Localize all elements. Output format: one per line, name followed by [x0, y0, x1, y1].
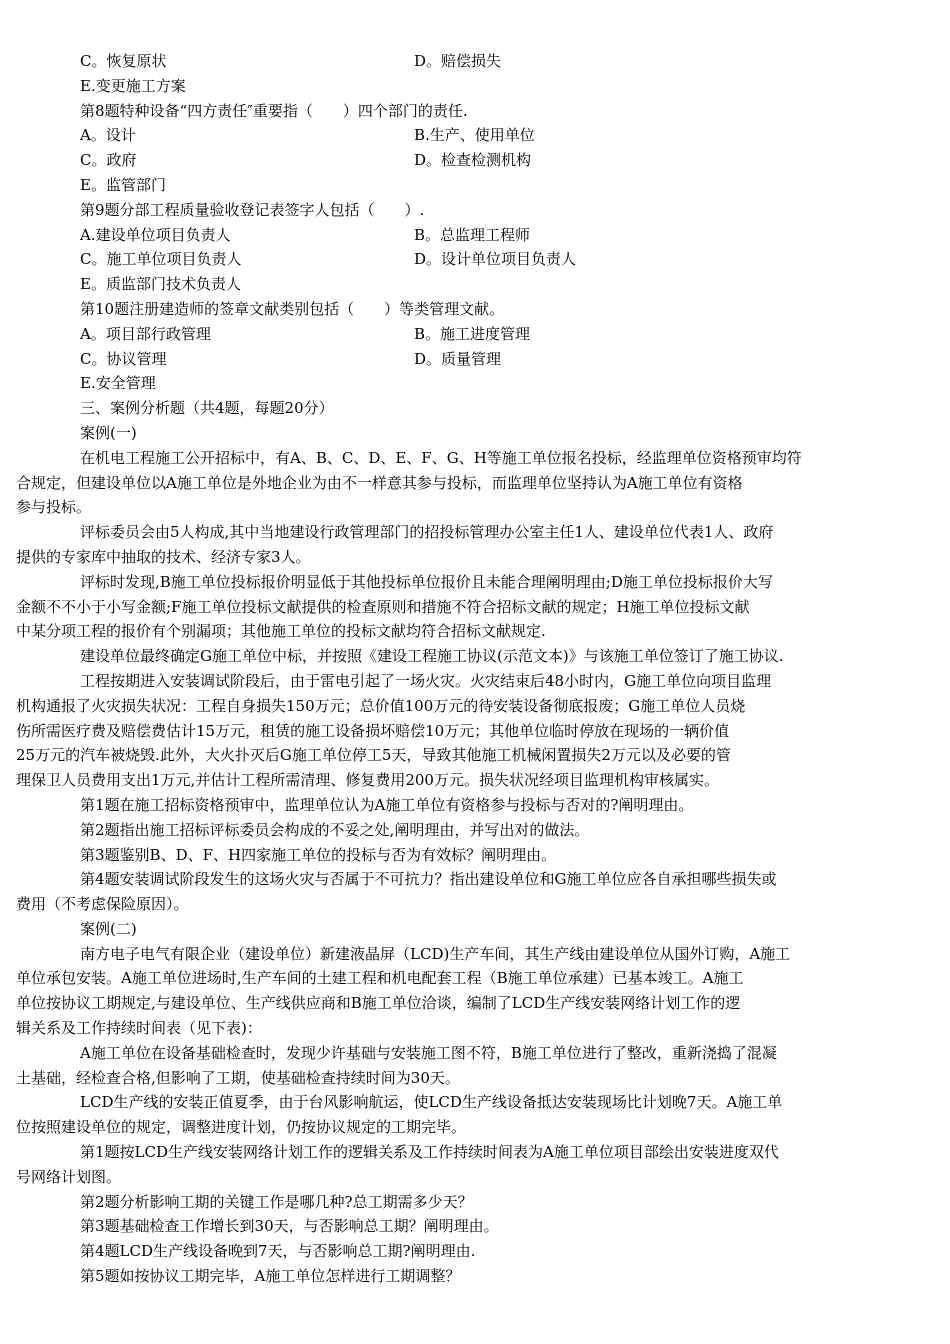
q9-options-cd: [80, 247, 908, 272]
case1-question-1: 第1题在施工招标资格预审中，监理单位认为A施工单位有资格参与投标与否对的?阐明理由。: [80, 795, 694, 814]
case1-paragraph-2: [16, 520, 908, 570]
text-line: 25万元的汽车被烧毁.此外，大火扑灭后G施工单位停工5天，导致其他施工机械闲置损失2万元以及必要的管: [16, 746, 731, 765]
case2-question-5: 第5题如按协议工期完毕，A施工单位怎样进行工期调整？: [80, 1267, 461, 1286]
text-line: 工程按期进入安装调试阶段后，由于雷电引起了一场火灾。火灾结束后48小时内，G施工单位向项目监理: [80, 671, 772, 690]
case2-question-3: 第3题基础检查工作增长到30天，与否影响总工期？阐明理由。: [80, 1217, 499, 1236]
q10-option-b: B。施工进度管理: [414, 324, 531, 343]
q8-options-cd: [80, 148, 908, 173]
q8-option-d: D。检查检测机构: [414, 151, 532, 170]
q10-option-e: E.安全管理: [80, 374, 156, 393]
case2-question-1: [16, 1140, 908, 1190]
q7-options-cd: [80, 49, 908, 74]
q9-option-d: D。设计单位项目负责人: [414, 250, 577, 269]
text-line: LCD生产线的安装正值夏季，由于台风影响航运，使LCD生产线设备抵达安装现场比计划晚7天。A施工单: [80, 1093, 783, 1112]
text-line: 参与投标。: [16, 498, 92, 517]
q10-option-c: C。协议管理: [80, 349, 167, 368]
text-line: 第1题按LCD生产线安装网络计划工作的逻辑关系及工作持续时间表为A施工单位项目部绘出安装进度双代: [80, 1143, 779, 1162]
text-line: 号网络计划图。: [16, 1167, 122, 1186]
case1-question-4: [16, 867, 908, 917]
q9-option-b: B。总监理工程师: [414, 225, 531, 244]
q9-option-c: C。施工单位项目负责人: [80, 250, 242, 269]
q10-options-ab: [80, 322, 908, 347]
text-line: 在机电工程施工公开招标中，有A、B、C、D、E、F、G、H等施工单位报名投标，经监理单位资格预审均符: [80, 448, 802, 467]
text-line: 第4题安装调试阶段发生的这场火灾与否属于不可抗力？指出建设单位和G施工单位应各自承担哪些损失或: [80, 870, 777, 889]
case2-question-4: 第4题LCD生产线设备晚到7天，与否影响总工期?阐明理由.: [80, 1242, 476, 1261]
text-line: 合规定，但建设单位以A施工单位是外地企业为由不一样意其参与投标，而监理单位坚持认为A施工单位有资格: [16, 473, 743, 492]
text-line: 评标时发现,B施工单位投标报价明显低于其他投标单位报价且未能合理阐明理由;D施工单位投标报价大写: [80, 572, 773, 591]
case2-paragraph-1: [16, 942, 908, 1041]
text-line: 机构通报了火灾损失状况：工程自身损失150万元；总价值100万元的待安装设备彻底报废；G施工单位人员烧: [16, 696, 746, 715]
q7-option-d: D。赔偿损失: [414, 52, 502, 70]
text-line: 伤所需医疗费及赔偿费估计15万元，租赁的施工设备损坏赔偿10万元；其他单位临时停放在现场的一辆价值: [16, 721, 730, 740]
section-heading: 三、案例分析题（共4题，每题20分）: [80, 399, 334, 418]
text-line: 金额不不小于小写金额;F施工单位投标文献提供的检查原则和措施不符合招标文献的规定；H施工单位投标文献: [16, 597, 750, 616]
case2-heading: 案例(二): [80, 919, 137, 938]
q10-options-cd: [80, 347, 908, 372]
text-line: 建设单位最终确定G施工单位中标，并按照《建设工程施工协议(示范文本)》与该施工单位签订了施工协议.: [80, 647, 784, 666]
text-line: 中某分项工程的报价有个别漏项；其他施工单位的投标文献均符合招标文献规定.: [16, 622, 546, 641]
case1-question-3: 第3题鉴别B、D、F、H四家施工单位的投标与否为有效标？阐明理由。: [80, 845, 557, 864]
q8-option-a: A。设计: [80, 126, 136, 145]
text-line: 土基础，经检查合格,但影响了工期，使基础检查持续时间为30天。: [16, 1068, 460, 1087]
q8-option-c: C。政府: [80, 151, 137, 170]
q10-option-d: D。质量管理: [414, 349, 502, 368]
text-line: 位按照建设单位的规定，调整进度计划，仍按协议规定的工期完毕。: [16, 1118, 467, 1137]
q8-option-b: B.生产、使用单位: [414, 126, 535, 145]
text-line: 评标委员会由5人构成,其中当地建设行政管理部门的招投标管理办公室主任1人、建设单位代表1人、政府: [80, 523, 774, 542]
q9-option-e: E。质监部门技术负责人: [80, 275, 241, 294]
q7-option-e: E.变更施工方案: [80, 76, 186, 95]
text-line: 单位承包安装。A施工单位进场时,生产车间的土建工程和机电配套工程（B施工单位承建）已基本竣工。A施工: [16, 969, 744, 988]
text-line: 辑关系及工作持续时间表（见下表)：: [16, 1019, 262, 1038]
q9-stem: 第9题分部工程质量验收登记表签字人包括（ ）.: [80, 200, 425, 219]
q8-options-ab: [80, 123, 908, 148]
case2-question-2: 第2题分析影响工期的关键工作是哪几种?总工期需多少天？: [80, 1192, 473, 1211]
case1-paragraph-3: [16, 570, 908, 644]
text-line: 费用（不考虑保险原因）。: [16, 895, 189, 914]
case1-heading: 案例(一): [80, 423, 137, 442]
case1-paragraph-4: [80, 644, 908, 669]
q8-option-e: E。监管部门: [80, 175, 166, 194]
q7-option-c: C。恢复原状: [80, 52, 167, 70]
q9-option-a: A.建设单位项目负责人: [80, 225, 231, 244]
text-line: 单位按协议工期规定,与建设单位、生产线供应商和B施工单位洽谈，编制了LCD生产线安装网络计划工作的逻: [16, 994, 741, 1013]
text-line: A施工单位在设备基础检查时，发现少许基础与安装施工图不符，B施工单位进行了整改，重新浇捣了混凝: [80, 1043, 777, 1062]
case1-question-2: 第2题指出施工招标评标委员会构成的不妥之处,阐明理由，并写出对的做法。: [80, 820, 590, 839]
case1-paragraph-5: [16, 669, 908, 793]
case2-paragraph-3: [16, 1090, 908, 1140]
text-line: 理保卫人员费用支出1万元,并估计工程所需清理、修复费用200万元。损失状况经项目监理机构审核属实。: [16, 771, 719, 790]
q10-stem: 第10题注册建造师的签章文献类别包括（ ）等类管理文献。: [80, 299, 505, 318]
text-line: 提供的专家库中抽取的技术、经济专家3人。: [16, 547, 311, 566]
case2-paragraph-2: [16, 1041, 908, 1091]
q8-stem: 第8题特种设备“四方责任″重要指（ ）四个部门的责任.: [80, 101, 468, 120]
document-body: [16, 49, 908, 1289]
q10-option-a: A。项目部行政管理: [80, 324, 211, 343]
q9-options-ab: [80, 223, 908, 248]
case1-paragraph-1: [16, 446, 908, 520]
text-line: 南方电子电气有限企业（建设单位）新建液晶屏（LCD)生产车间，其生产线由建设单位从国外订购，A施工: [80, 944, 791, 963]
